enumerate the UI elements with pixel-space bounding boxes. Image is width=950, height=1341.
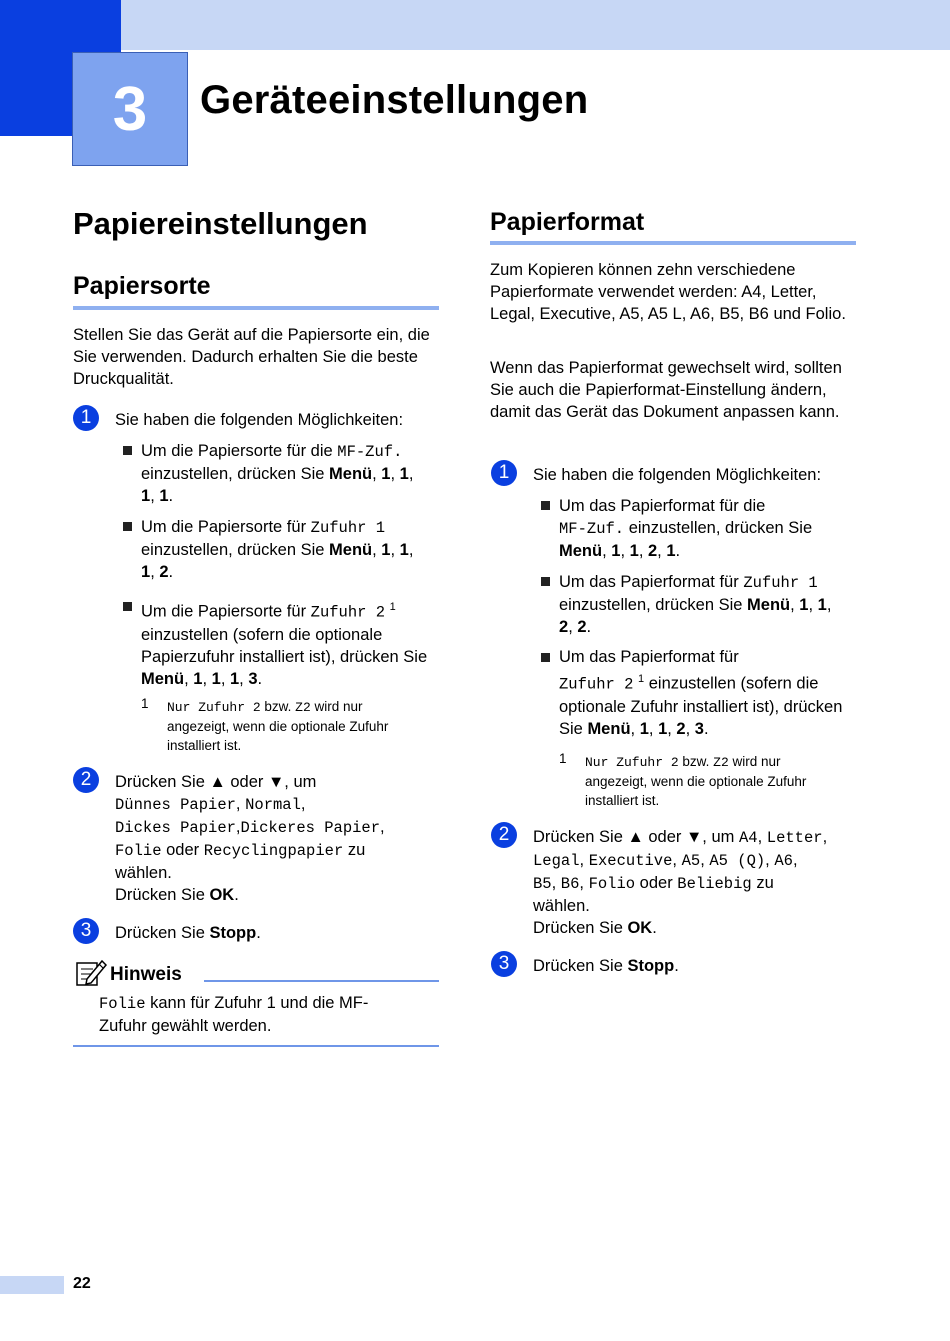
note-pencil-icon bbox=[75, 957, 107, 987]
footnote-number: 1 bbox=[559, 751, 567, 766]
bullet-1-text: Um das Papierformat für die MF-Zuf. einzustellen, drücken Sie Menü, 1, 1, 2, 1. bbox=[559, 497, 813, 560]
intro-papierformat-2: Wenn das Papierformat gewechselt wird, sollten Sie auch die Papierformat-Einstellung ändern, damit das Gerät das Dokument anpassen kann. bbox=[490, 359, 842, 421]
bullet-square bbox=[541, 653, 550, 662]
footer-band bbox=[0, 1276, 64, 1294]
bullet-2-text: Um die Papiersorte für Zufuhr 1 einzustellen, drücken Sie Menü, 1, 1, 1, 2. bbox=[141, 518, 414, 581]
bullet-2-text: Um das Papierformat für Zufuhr 1 einzustellen, drücken Sie Menü, 1, 1, 2, 2. bbox=[559, 573, 832, 636]
chapter-number-box bbox=[72, 52, 188, 166]
chapter-number: 3 bbox=[112, 74, 148, 144]
bullet-3-text: Um das Papierformat für Zufuhr 2 $^1$ einzustellen (sofern die optionale Zufuhr installiert ist), drücken Sie Menü, 1, 1, 2, 3. bbox=[559, 648, 843, 738]
heading-papierformat: Papierformat bbox=[490, 208, 645, 236]
step-2-text: Drücken Sie ▲ oder ▼, um A4, Letter, Legal, Executive, A5, A5 (Q), A6, B5, B6, Folio oder Beliebig zu wählen. Drücken Sie OK. bbox=[533, 828, 828, 937]
step-3-marker: 3 bbox=[491, 951, 517, 977]
step-1-text: Sie haben die folgenden Möglichkeiten: bbox=[115, 411, 404, 429]
bullet-square bbox=[123, 602, 132, 611]
footnote-text: Nur Zufuhr 2 bzw. Z2 wird nur angezeigt, wenn die optionale Zufuhr installiert ist. bbox=[167, 699, 389, 753]
heading-rule bbox=[73, 306, 439, 310]
footnote-number: 1 bbox=[141, 696, 149, 711]
note-text: Folie kann für Zufuhr 1 und die MF- Zufuhr gewählt werden. bbox=[99, 994, 369, 1035]
step-1-marker: 1 bbox=[491, 460, 517, 486]
intro-papierformat-1: Zum Kopieren können zehn verschiedene Papierformate verwendet werden: A4, Letter, Legal, Executive, A5, A5 L, A6, B5, B6 und Folio. bbox=[490, 261, 846, 323]
heading-papiersorte: Papiersorte bbox=[73, 272, 211, 300]
intro-papiersorte: Stellen Sie das Gerät auf die Papiersorte ein, die Sie verwenden. Dadurch erhalten Sie die beste Druckqualität. bbox=[73, 326, 430, 388]
bullet-square bbox=[541, 577, 550, 586]
step-1-marker: 1 bbox=[73, 405, 99, 431]
section-title: Papiereinstellungen bbox=[73, 206, 368, 241]
step-3-marker: 3 bbox=[73, 918, 99, 944]
bullet-square bbox=[123, 522, 132, 531]
step-2-marker: 2 bbox=[491, 822, 517, 848]
note-title: Hinweis bbox=[110, 964, 182, 985]
header-light-band bbox=[121, 0, 950, 50]
step-2-marker: 2 bbox=[73, 767, 99, 793]
chapter-title: Geräteeinstellungen bbox=[200, 78, 589, 122]
step-3-text: Drücken Sie Stopp. bbox=[533, 957, 679, 975]
note-top-rule bbox=[204, 980, 439, 982]
step-3-text: Drücken Sie Stopp. bbox=[115, 924, 261, 942]
note-bottom-rule bbox=[73, 1045, 439, 1047]
step-2-text: Drücken Sie ▲ oder ▼, um Dünnes Papier, Normal, Dickes Papier,Dickeres Papier, Folie oder Recyclingpapier zu wählen. Drücken Sie OK. bbox=[115, 773, 385, 904]
bullet-1-text: Um die Papiersorte für die MF-Zuf. einzustellen, drücken Sie Menü, 1, 1, 1, 1. bbox=[141, 442, 414, 505]
heading-rule bbox=[490, 241, 856, 245]
bullet-square bbox=[541, 501, 550, 510]
bullet-square bbox=[123, 446, 132, 455]
bullet-3-text: Um die Papiersorte für Zufuhr 2 $^1$ einzustellen (sofern die optionale Papierzufuhr installiert ist), drücken Sie Menü, 1, 1, 1, 3. bbox=[141, 601, 428, 688]
step-1-text: Sie haben die folgenden Möglichkeiten: bbox=[533, 466, 822, 484]
page-number: 22 bbox=[73, 1275, 91, 1292]
footnote-text: Nur Zufuhr 2 bzw. Z2 wird nur angezeigt, wenn die optionale Zufuhr installiert ist. bbox=[585, 754, 807, 808]
